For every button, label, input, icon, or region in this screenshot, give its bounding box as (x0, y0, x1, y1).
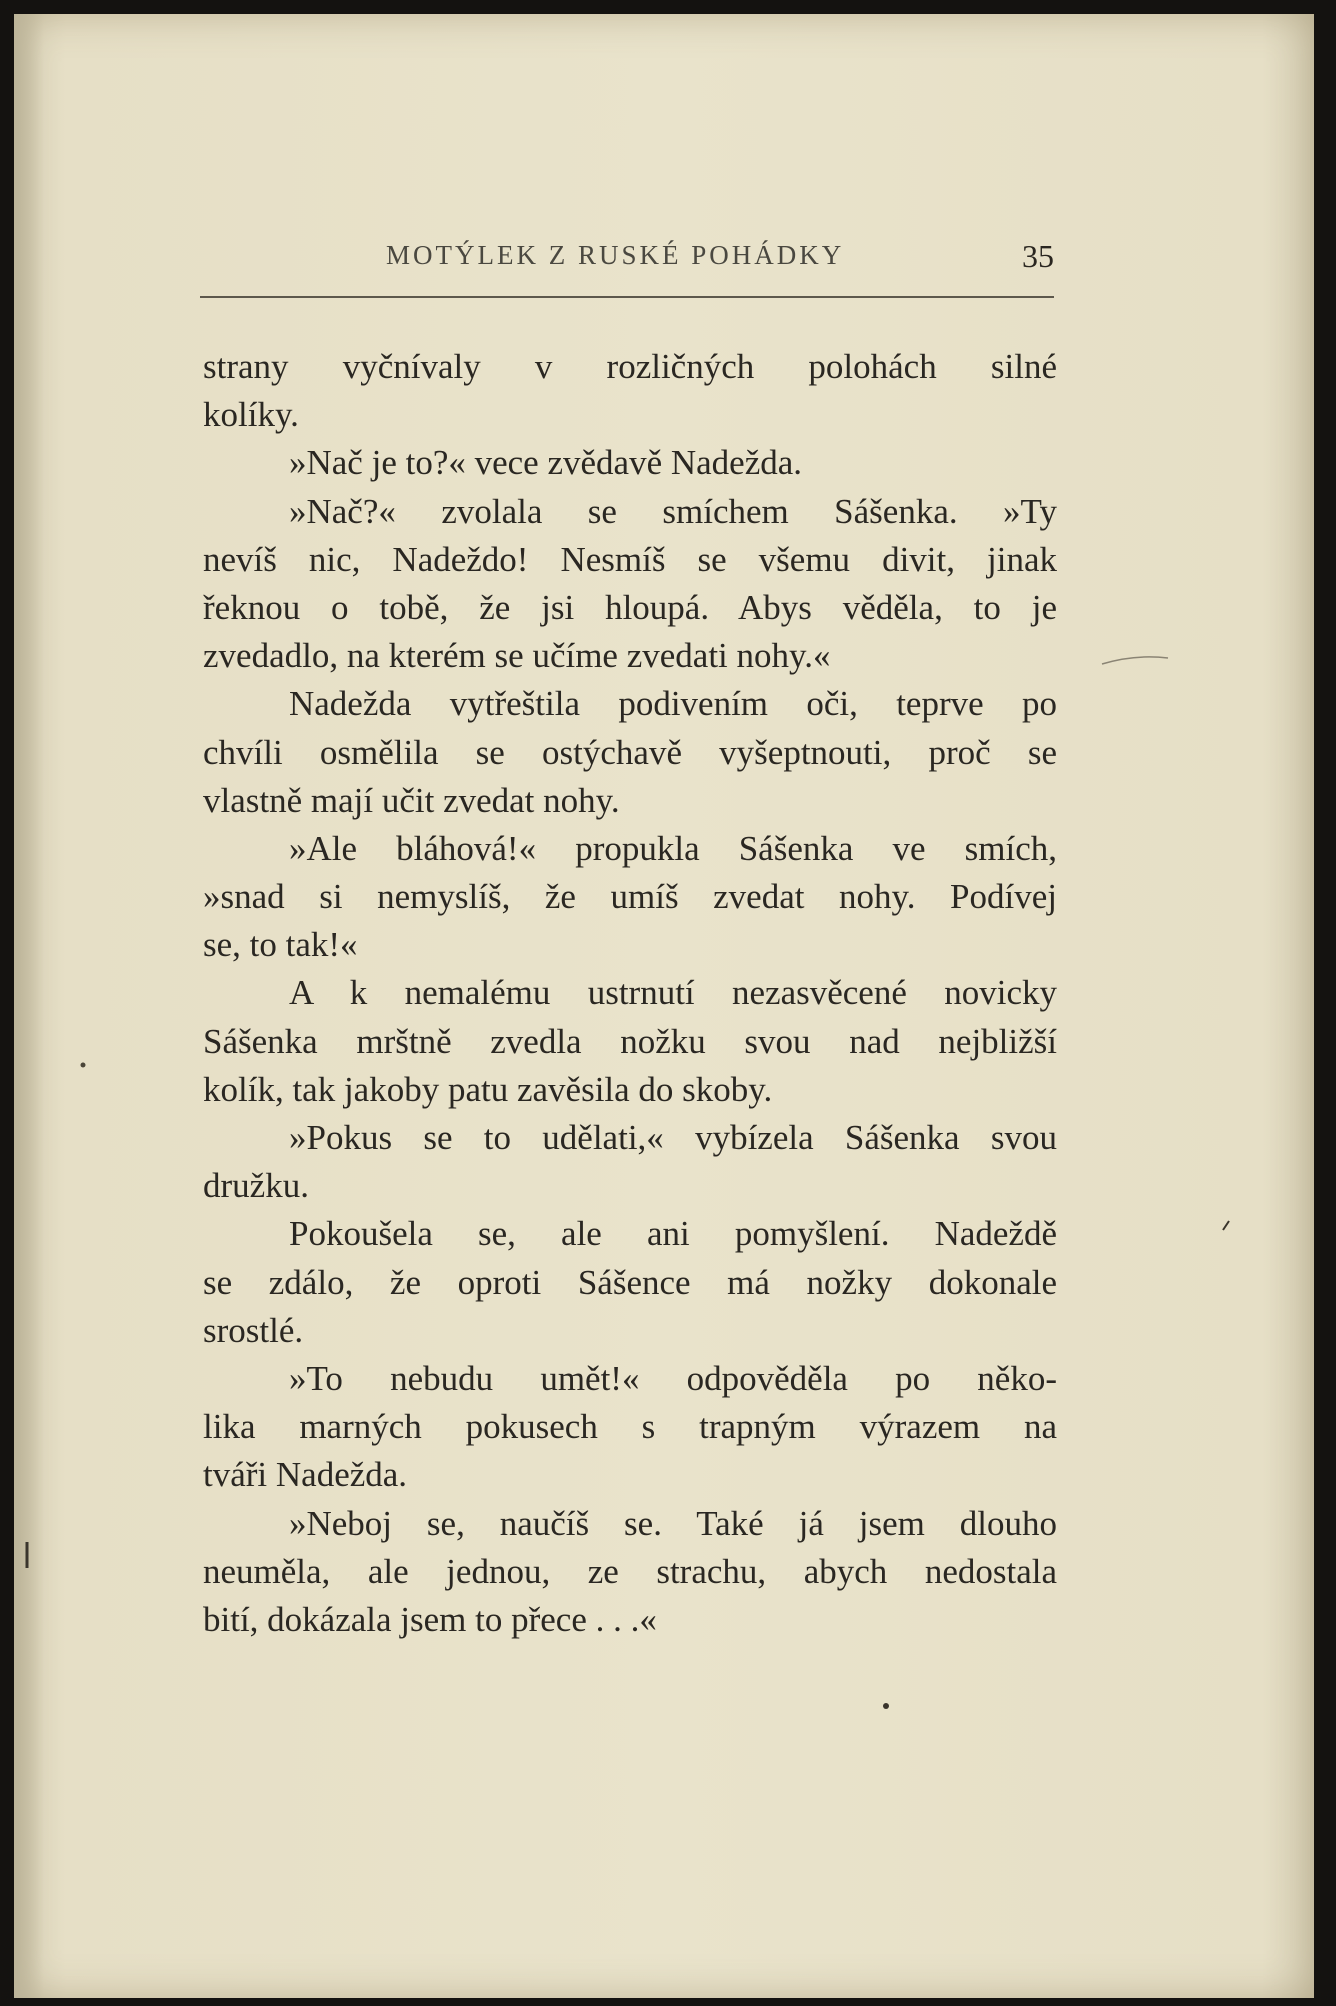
text-line: »Neboj se, naučíš se. Také já jsem dlouho (289, 1503, 1057, 1543)
text-line: neuměla, ale jednou, ze strachu, abych nedostala (203, 1551, 1057, 1591)
text-line: nevíš nic, Nadeždo! Nesmíš se všemu divit, jinak (203, 539, 1057, 579)
text-line: lika marných pokusech s trapným výrazem na (203, 1407, 1057, 1447)
text-line: strany vyčnívaly v rozličných polohách silné (203, 347, 1057, 386)
text-line: kolíky. (203, 395, 299, 435)
text-line: »To nebudu umět!« odpověděla po něko- (289, 1358, 1057, 1398)
text-line: srostlé. (203, 1310, 304, 1350)
text-line: se zdálo, že oproti Sášence má nožky dokonale (203, 1262, 1057, 1302)
page-number: 35 (1022, 238, 1054, 274)
running-title: MOTÝLEK Z RUSKÉ POHÁDKY (386, 240, 845, 270)
stray-mark (1100, 650, 1170, 670)
text-line: »Nač je to?« vece zvědavě Nadežda. (289, 443, 803, 483)
speck-mark (880, 1700, 892, 1712)
text-line: bití, dokázala jsem to přece . . .« (203, 1599, 657, 1639)
text-line: zvedadlo, na kterém se učíme zvedati nohy.« (203, 636, 831, 676)
text-line: Nadežda vytřeštila podivením oči, teprve po (289, 684, 1057, 724)
text-line: řeknou o tobě, že jsi hloupá. Abys věděla, to je (203, 587, 1057, 627)
running-head (200, 238, 1054, 284)
header-rule (200, 296, 1054, 298)
body-text (203, 343, 1057, 1644)
text-line: »Nač?« zvolala se smíchem Sášenka. »Ty (289, 491, 1057, 531)
text-line: »snad si nemyslíš, že umíš zvedat nohy. Podívej (203, 877, 1057, 917)
text-line: chvíli osmělila se ostýchavě vyšeptnouti, proč se (203, 732, 1057, 772)
text-line: A k nemalému ustrnutí nezasvěcené novicky (289, 973, 1057, 1013)
speck-mark (1220, 1218, 1232, 1232)
text-line: tváři Nadežda. (203, 1455, 408, 1495)
speck-mark (78, 1060, 88, 1070)
edge-mark (22, 1540, 32, 1570)
text-line: Pokoušela se, ale ani pomyšlení. Nadeždě (289, 1214, 1057, 1254)
text-line: vlastně mají učit zvedat nohy. (203, 780, 620, 820)
text-line: družku. (203, 1166, 309, 1206)
text-line: »Ale bláhová!« propukla Sášenka ve smích, (289, 828, 1057, 868)
text-line: »Pokus se to udělati,« vybízela Sášenka svou (289, 1118, 1057, 1157)
text-line: se, to tak!« (203, 925, 358, 965)
text-line: Sášenka mrštně zvedla nožku svou nad nejbližší (203, 1021, 1057, 1061)
text-line: kolík, tak jakoby patu zavěsila do skoby. (203, 1069, 773, 1109)
page-gutter-shadow (14, 14, 44, 1998)
